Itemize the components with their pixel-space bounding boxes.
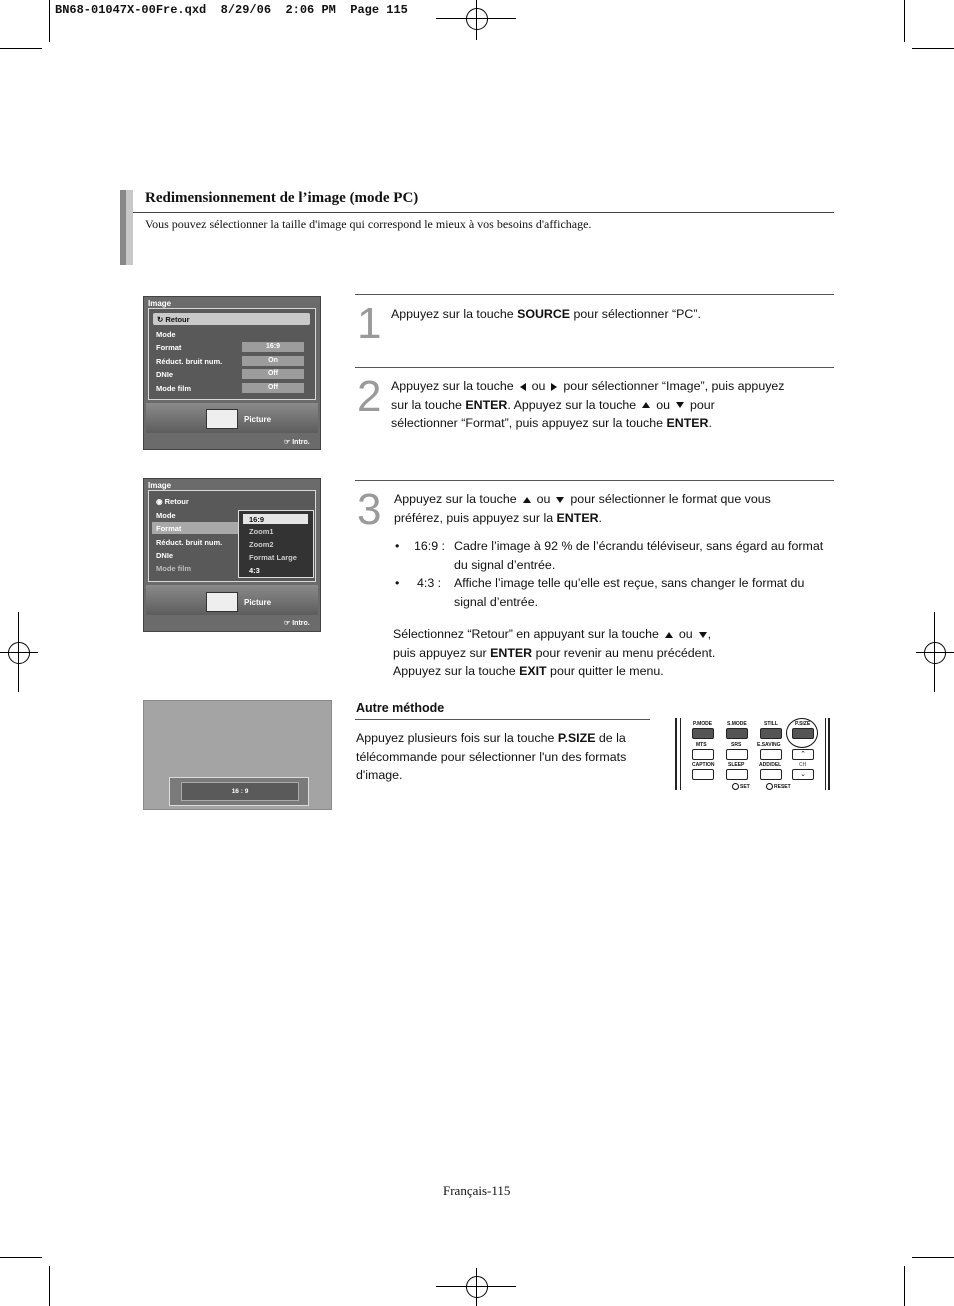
remote-label: MTS xyxy=(696,742,707,748)
channel-down-button[interactable]: ⌄ xyxy=(792,769,814,780)
set-button[interactable] xyxy=(732,783,739,790)
registration-mark-icon xyxy=(458,0,496,38)
bullet-key: 4:3 : xyxy=(417,576,442,590)
tv-picture-icon xyxy=(206,592,238,612)
osd-item-retour[interactable]: ↻ Retour xyxy=(157,315,190,324)
osd-item-film[interactable]: Mode film xyxy=(156,384,191,393)
format-option[interactable]: Zoom2 xyxy=(249,540,274,549)
format-option[interactable]: Format Large xyxy=(249,553,297,562)
remote-label: SRS xyxy=(731,742,742,748)
section-bar xyxy=(126,190,133,265)
osd-value-noise: On xyxy=(242,356,304,366)
reset-button[interactable] xyxy=(766,783,773,790)
remote-edge xyxy=(675,718,677,790)
left-arrow-icon xyxy=(520,383,526,391)
osd-intro-label: ☞ Intro. xyxy=(284,439,310,446)
step-rule xyxy=(355,480,834,481)
alt-method-text: Appuyez plusieurs fois sur la touche P.SIZE de la télécommande pour sélectionner l'un des formats d'image. xyxy=(356,731,627,782)
caption-button[interactable] xyxy=(692,769,714,780)
up-arrow-icon xyxy=(642,402,650,408)
srs-button[interactable] xyxy=(726,749,748,760)
remote-edge xyxy=(825,718,826,790)
osd-item-noise[interactable]: Réduct. bruit num. xyxy=(156,357,223,366)
down-arrow-icon xyxy=(699,632,707,638)
reg-line xyxy=(436,1286,516,1287)
osd-value-dnie: Off xyxy=(242,369,304,379)
section-title: Redimensionnement de l’image (mode PC) xyxy=(145,190,419,206)
remote-edge xyxy=(828,718,830,790)
down-arrow-icon xyxy=(556,497,564,503)
remote-label: CH xyxy=(799,762,807,768)
osd-item-dnie[interactable]: DNIe xyxy=(156,551,174,560)
step-number: 2 xyxy=(357,372,382,421)
bullet-text: Affiche l’image telle qu’elle est reçue, sans changer le format du signal d’entrée. xyxy=(454,576,805,609)
format-option[interactable]: 4:3 xyxy=(249,566,260,575)
reg-line xyxy=(934,612,935,692)
registration-mark-icon xyxy=(458,1268,496,1306)
crop-mark xyxy=(49,0,50,42)
reg-line xyxy=(476,0,477,40)
registration-mark-icon xyxy=(916,634,954,672)
file-slug: BN68-01047X-00Fre.qxd 8/29/06 2:06 PM Page 115 xyxy=(55,3,408,17)
remote-label: CAPTION xyxy=(692,762,715,768)
remote-label: E.SAVING xyxy=(757,742,781,748)
step-number: 3 xyxy=(357,485,382,534)
osd-item-noise[interactable]: Réduct. bruit num. xyxy=(156,538,223,547)
bullet-key: 16:9 : xyxy=(414,539,446,553)
alt-method-rule xyxy=(355,719,650,720)
osd-panel xyxy=(148,308,316,400)
format-dropdown xyxy=(238,510,314,578)
osd-menu-image xyxy=(143,296,321,450)
smode-button[interactable] xyxy=(726,728,748,739)
osd-item-mode[interactable]: Mode xyxy=(156,511,176,520)
remote-label: RESET xyxy=(774,784,791,790)
osd-intro-label: ☞ Intro. xyxy=(284,620,310,627)
step-3-text: Appuyez sur la touche ou pour sélectionner le format que vous préférez, puis appuyez sur la ENTER. xyxy=(394,492,771,525)
channel-up-button[interactable]: ⌃ xyxy=(792,749,814,760)
osd-item-format[interactable]: Format xyxy=(156,343,182,352)
remote-edge xyxy=(680,718,681,790)
crop-mark xyxy=(0,48,42,49)
remote-label: S.MODE xyxy=(727,721,747,727)
reg-line xyxy=(436,18,516,19)
remote-label: ADD/DEL xyxy=(759,762,782,768)
osd-title: Image xyxy=(148,299,172,308)
crop-mark xyxy=(0,1257,42,1258)
bullet-dot: • xyxy=(395,539,400,553)
osd-psize-screen xyxy=(143,700,332,810)
sleep-button[interactable] xyxy=(726,769,748,780)
bullet-dot: • xyxy=(395,576,400,590)
mts-button[interactable] xyxy=(692,749,714,760)
remote-label: SET xyxy=(740,784,750,790)
adddel-button[interactable] xyxy=(760,769,782,780)
reg-line xyxy=(18,612,19,692)
section-rule xyxy=(133,212,834,213)
osd-picture-label: Picture xyxy=(244,415,272,424)
psize-highlight-circle xyxy=(786,718,818,748)
crop-mark xyxy=(904,1266,905,1306)
bullet-text: Cadre l’image à 92 % de l’écrandu téléviseur, sans égard au format du signal d’entrée. xyxy=(454,539,824,572)
right-arrow-icon xyxy=(551,383,557,391)
step-number: 1 xyxy=(357,299,382,348)
osd-item-film[interactable]: Mode film xyxy=(156,564,191,573)
section-intro: Vous pouvez sélectionner la taille d'image qui correspond le mieux à vos besoins d'affichage. xyxy=(145,217,592,231)
remote-label: P.MODE xyxy=(693,721,713,727)
step-1-text: Appuyez sur la touche SOURCE pour sélectionner “PC”. xyxy=(391,307,701,321)
step-rule xyxy=(355,367,834,368)
osd-item-mode[interactable]: Mode xyxy=(156,330,176,339)
tv-picture-icon xyxy=(206,409,238,429)
osd-value-format: 16:9 xyxy=(242,342,304,352)
step-rule xyxy=(355,294,834,295)
remote-label: STILL xyxy=(764,721,778,727)
registration-mark-icon xyxy=(0,634,38,672)
down-arrow-icon xyxy=(676,402,684,408)
crop-mark xyxy=(49,1266,50,1306)
esaving-button[interactable] xyxy=(760,749,782,760)
osd-picture-label: Picture xyxy=(244,598,272,607)
osd-title: Image xyxy=(148,481,172,490)
still-button[interactable] xyxy=(760,728,782,739)
step-3-return-text: Sélectionnez “Retour” en appuyant sur la touche ou , puis appuyez sur ENTER pour revenir au menu précédent. Appuyez sur la touche EXIT pour quitter le menu. xyxy=(393,627,716,678)
crop-mark xyxy=(912,1257,954,1258)
up-arrow-icon xyxy=(523,497,531,503)
page-number: Français-115 xyxy=(443,1183,511,1198)
crop-mark xyxy=(912,48,954,49)
pmode-button[interactable] xyxy=(692,728,714,739)
format-option[interactable]: 16:9 xyxy=(249,515,265,524)
osd-menu-format xyxy=(143,478,321,632)
psize-banner xyxy=(169,777,309,806)
osd-item-retour[interactable]: ◉ Retour xyxy=(156,497,189,506)
format-option[interactable]: Zoom1 xyxy=(249,527,274,536)
osd-panel xyxy=(148,490,316,582)
up-arrow-icon xyxy=(665,632,673,638)
osd-value-film: Off xyxy=(242,383,304,393)
crop-mark xyxy=(904,0,905,42)
remote-label: P.SIZE xyxy=(795,721,811,727)
osd-item-format[interactable]: Format xyxy=(156,524,182,533)
remote-label: SLEEP xyxy=(728,762,745,768)
osd-item-dnie[interactable]: DNIe xyxy=(156,370,174,379)
alt-method-title: Autre méthode xyxy=(356,701,445,715)
remote-illustration xyxy=(675,716,831,790)
step-2-text: Appuyez sur la touche ou pour sélectionner “Image”, puis appuyez sur la touche ENTER. Appuyez sur la touche ou pour sélectionner “Format”, puis appuyez sur la touche ENTER. xyxy=(391,379,785,430)
psize-value: 16 : 9 xyxy=(181,782,299,801)
